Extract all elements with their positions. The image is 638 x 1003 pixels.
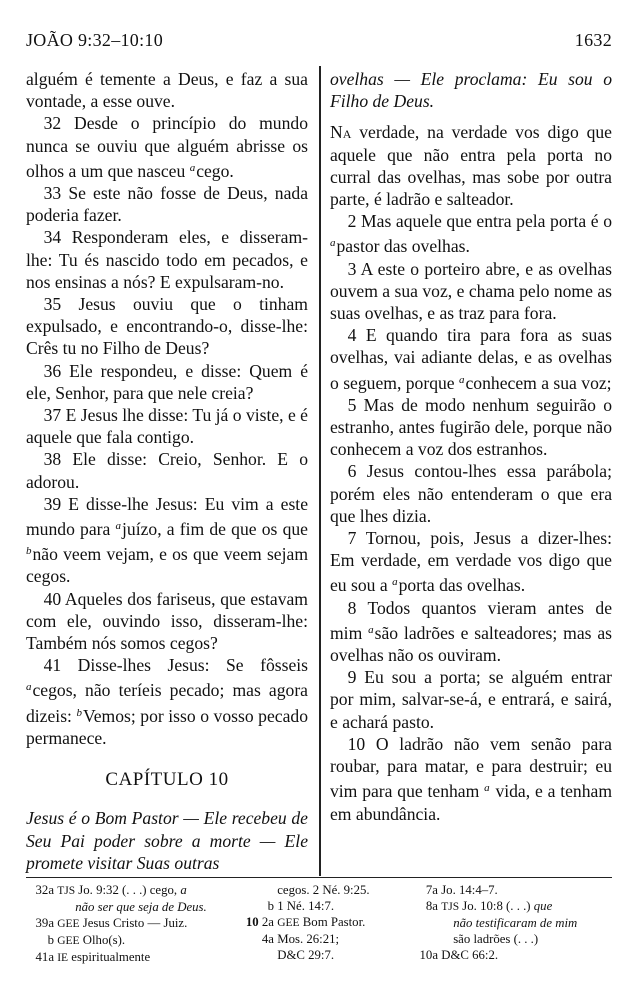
footnote-marker[interactable]: a	[484, 782, 490, 795]
verse-38: 38 Ele disse: Creio, Senhor. E o adorou.	[26, 449, 308, 492]
verse-text: 39 E disse-lhe Jesus: Eu vim a este mundo para	[26, 493, 308, 540]
verse-text: 10 O ladrão não vem senão para roubar, para matar, e para destruir; eu vim para que tenham	[330, 733, 612, 802]
footnote-line	[226, 914, 386, 931]
verse-10	[330, 733, 612, 825]
verse-32	[26, 112, 308, 182]
verse-text: conhecem a sua voz;	[465, 372, 612, 393]
footnote-marker[interactable]: a	[459, 373, 465, 386]
verse-text: 4 E quando tira para fora as suas ovelhas, vai adiante delas, e as ovelhas o seguem, porque	[330, 325, 612, 393]
verse-text: verdade, na verdade vos digo que aquele que não entra pela porta no curral das ovelhas, mas sobe por outra parte, é ladrão e salteador.	[330, 122, 612, 210]
verse-text: 8 Todos quantos vieram antes de mim	[330, 597, 612, 643]
footnote-text: Bom Pastor.	[299, 915, 366, 929]
footnote-line	[26, 932, 222, 949]
footnote-marker[interactable]: b	[76, 706, 82, 719]
verse-3: 3 A este o porteiro abre, e as ovelhas ouvem a sua voz, e chama pelo nome as suas ovelhas, e as traz para fora.	[330, 258, 612, 324]
footnote-text: Jo. 9:32 (. . .) cego,	[75, 883, 181, 897]
footnote-line	[226, 931, 386, 947]
footnote-line	[406, 947, 611, 963]
footnote-text: Jesus Cristo — Juiz.	[79, 916, 188, 930]
footnote-abbr: GEE	[57, 918, 80, 930]
footnote-text: são ladrões (. . .)	[453, 932, 539, 946]
verse-1	[330, 121, 612, 210]
footnote-line	[26, 882, 222, 899]
footnote-abbr: IE	[57, 952, 69, 964]
verse-text: Vemos; por isso o vosso pecado permanece.	[26, 705, 308, 748]
verse-text: vida, e a tenham em abundância.	[330, 781, 612, 824]
footnote-abbr: GEE	[57, 935, 80, 947]
verse-text: 32 Desde o princípio do mundo nunca se ouviu que alguém abrisse os olhos a um que nasceu	[26, 113, 308, 181]
footnote-line	[406, 882, 611, 898]
page-number: 1632	[574, 30, 612, 50]
footnote-text: Jo. 14:4–7.	[441, 883, 498, 897]
verse-37: 37 E Jesus lhe disse: Tu já o viste, e é aquele que fala contigo.	[26, 405, 308, 448]
drop-caps: Na	[330, 122, 352, 143]
footnote-marker[interactable]: a	[26, 681, 32, 694]
verse-text: são ladrões e salteadores; mas as ovelhas não os ouviram.	[330, 622, 612, 666]
verse-text: 41 Disse-lhes Jesus: Se fôsseis	[43, 655, 308, 676]
footnote-line	[26, 949, 222, 966]
footnote-marker[interactable]: a	[330, 237, 336, 250]
footnote-text: D&C 29:7.	[277, 948, 335, 962]
verse-34: 34 Responderam eles, e disseram-lhe: Tu és nascido todo em pecados, e nos ensinas a nós? E expulsaram-no.	[26, 227, 308, 292]
verse-text: 7 Tornou, pois, Jesus a dizer-lhes: Em verdade, em verdade vos digo que eu sou a	[330, 528, 612, 596]
footnote-marker[interactable]: a	[392, 576, 398, 589]
footnote-text: Olho(s).	[79, 933, 126, 947]
verse-6: 6 Jesus contou-lhes essa parábola; porém eles não entenderam o que era que lhes dizia.	[330, 461, 612, 526]
footnote-italic: não testificaram de mim	[453, 916, 578, 930]
verse-4	[330, 324, 612, 394]
footnote-text: cegos. 2 Né. 9:25.	[277, 883, 370, 897]
footnote-rule	[26, 877, 612, 878]
footnote-text: Mos. 26:21;	[277, 932, 340, 946]
footnote-abbr: TJS	[57, 885, 76, 897]
footnote-ref[interactable]: 41a	[35, 950, 54, 964]
footnote-ref[interactable]: b	[267, 899, 274, 913]
footnote-ref[interactable]: 32a	[35, 883, 54, 897]
chapter-heading: CAPÍTULO 10	[105, 769, 229, 791]
footnote-text: Jo. 10:8 (. . .)	[459, 899, 534, 913]
footnote-line	[26, 899, 222, 915]
chapter-summary: Jesus é o Bom Pastor — Ele recebeu de Seu Pai poder sobre a morte — Ele promete visitar Suas outras	[26, 808, 308, 873]
verse-text: pastor das ovelhas.	[336, 236, 470, 257]
verse-33: 33 Se este não fosse de Deus, nada poderia fazer.	[26, 183, 308, 226]
footnote-marker[interactable]: a	[368, 623, 374, 636]
footnote-marker[interactable]: b	[26, 545, 32, 558]
footnote-line	[26, 915, 222, 932]
footnote-ref[interactable]: 8a	[425, 899, 438, 913]
footnotes-col-2	[226, 882, 386, 963]
verse-text: cegos, não teríeis pecado; mas agora dizeis:	[26, 680, 308, 726]
footnote-italic: a	[180, 883, 187, 897]
footnote-line	[406, 915, 611, 931]
verse-text: porta das ovelhas.	[398, 575, 526, 596]
footnote-italic: que	[533, 899, 553, 913]
verse-40: 40 Aqueles dos fariseus, que estavam com ele, ouvindo isso, disseram-lhe: Também nós somos cegos?	[26, 588, 308, 654]
footnote-ref[interactable]: 39a	[35, 916, 54, 930]
footnote-line	[226, 882, 386, 898]
footnote-abbr: GEE	[277, 917, 300, 929]
footnote-line	[226, 898, 386, 914]
footnote-chapter: 10	[245, 915, 259, 929]
verse-text: cego.	[196, 160, 234, 181]
footnote-text: espiritualmente	[68, 950, 151, 964]
page-header	[26, 30, 612, 54]
footnote-line	[406, 931, 611, 947]
verse-2	[330, 210, 612, 257]
footnote-ref[interactable]: 7a	[425, 883, 438, 897]
footnotes-col-3	[406, 882, 611, 963]
verse-text: não veem vejam, e os que veem sejam cegos.	[26, 544, 308, 587]
footnote-text: D&C 66:2.	[441, 948, 499, 962]
footnote-abbr: TJS	[441, 901, 460, 913]
footnotes-col-1	[26, 882, 222, 966]
verse-31-end: alguém é temente a Deus, e faz a sua vontade, a esse ouve.	[26, 69, 308, 112]
verse-35: 35 Jesus ouviu que o tinham expulsado, e encontrando-o, disse-lhe: Crês tu no Filho de Deus?	[26, 294, 308, 359]
footnote-ref[interactable]: 4a	[261, 932, 274, 946]
footnote-ref[interactable]: b	[47, 933, 54, 947]
footnote-ref[interactable]: 2a	[261, 915, 274, 929]
verse-text: juízo, a fim de que os que	[122, 519, 308, 540]
left-column	[26, 68, 308, 874]
verse-9: 9 Eu sou a porta; se alguém entrar por mim, salvar-se-á, e entrará, e sairá, e achará pasto.	[330, 667, 612, 732]
verse-7	[330, 527, 612, 597]
footnote-ref[interactable]: 10a	[419, 948, 438, 962]
verse-39	[26, 493, 308, 588]
column-divider	[319, 66, 321, 876]
chapter-reference: JOÃO 9:32–10:10	[26, 30, 164, 50]
footnote-marker[interactable]: a	[115, 520, 122, 533]
verse-text: 2 Mas aquele que entra pela porta é o	[347, 211, 612, 232]
footnote-line	[406, 898, 611, 915]
verse-36: 36 Ele respondeu, e disse: Quem é ele, Senhor, para que nele creia?	[26, 360, 308, 403]
footnote-italic: não ser que seja de Deus.	[75, 900, 207, 914]
footnote-marker[interactable]: a	[189, 161, 196, 174]
verse-8	[330, 597, 612, 667]
verse-5: 5 Mas de modo nenhum seguirão o estranho, antes fugirão dele, porque não conhecem a voz dos estranhos.	[330, 394, 612, 460]
footnote-text: 1 Né. 14:7.	[277, 899, 335, 913]
footnote-line	[226, 947, 386, 963]
verse-41	[26, 654, 308, 749]
chapter-summary-continued: ovelhas — Ele proclama: Eu sou o Filho de Deus.	[330, 69, 612, 112]
right-column	[330, 68, 612, 825]
